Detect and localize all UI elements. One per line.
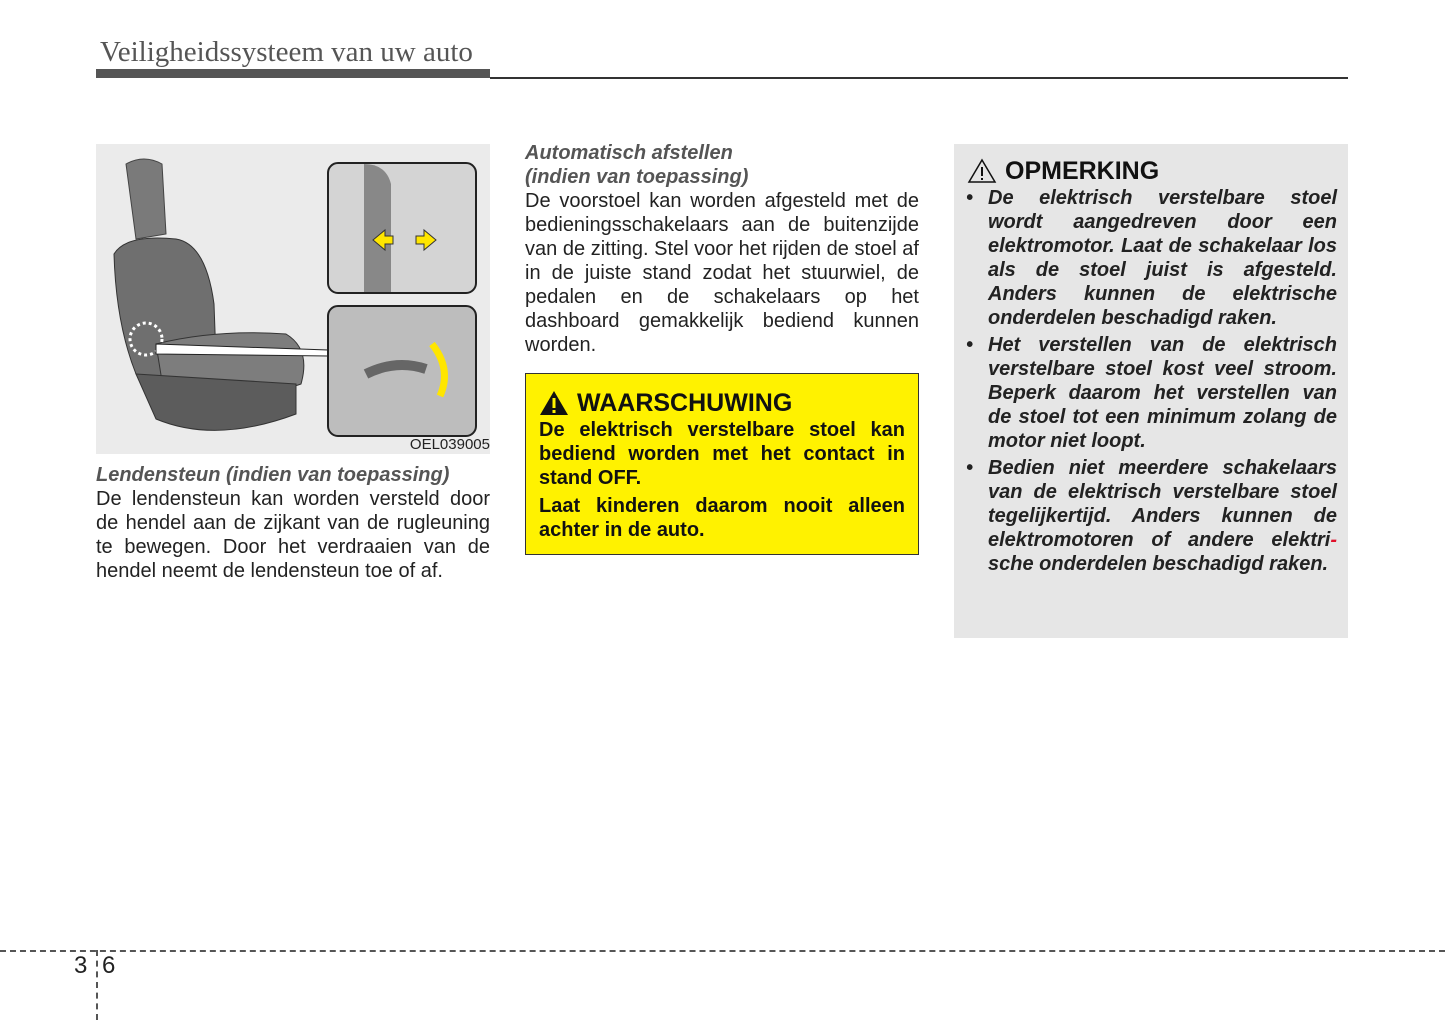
warning-triangle-icon: [539, 390, 569, 416]
page-header-title: Veiligheidssysteem van uw auto: [100, 36, 473, 68]
note-list: [954, 186, 1348, 576]
footer-divider: [0, 950, 1445, 952]
header-rule: [490, 77, 1348, 79]
auto-body: De voorstoel kan worden afgesteld met de bedieningsschakelaars aan de buitenzijde van de zitting. Stel voor het rijden de stoel af in de juiste stand zodat het stuurwiel, de pedalen en de schakelaars op het dashboard gemakkelijk bediend kunnen worden.: [525, 190, 919, 356]
warning-title: WAARSCHUWING: [577, 389, 793, 417]
footer-page-divider: [96, 950, 98, 1020]
caution-triangle-icon: [967, 158, 997, 184]
chapter-number: 3: [74, 952, 88, 979]
note-item: • Het verstellen van de elektrisch verstelbare stoel kost veel stroom. Beperk daarom het verstellen van de stoel tot een minimum zolang de motor niet loopt.: [966, 334, 1337, 452]
seat-lumbar-drawing: [96, 144, 490, 454]
page-number: 6: [102, 952, 116, 979]
auto-heading: Automatisch afstellen: [525, 142, 733, 164]
seat-illustration: [96, 144, 490, 454]
note-title: OPMERKING: [1005, 157, 1160, 185]
warning-box: [525, 373, 919, 555]
figure-code: OEL039005: [409, 436, 490, 453]
warning-text-2: Laat kinderen daarom nooit alleen achter in de auto.: [539, 495, 905, 541]
column-lumbar: [96, 144, 490, 583]
lumbar-body: De lendensteun kan worden versteld door de hendel aan de zijkant van de rugleuning te bewegen. Door het verdraaien van de hendel neemt de lendensteun toe of af.: [96, 488, 490, 582]
header-bar: [96, 69, 490, 78]
note-item: • Bedien niet meerdere schakelaars van de elektrisch verstelbare stoel tegelijkertijd. Anders kunnen de elektromotoren of andere elektri-sche onderdelen beschadigd raken.: [966, 457, 1337, 575]
note-item: • De elektrisch verstelbare stoel wordt aangedreven door een elektromotor. Laat de schakelaar los als de stoel juist is afgesteld. Anders kunnen de elektrische onderdelen beschadigd raken.: [966, 187, 1337, 329]
lumbar-heading: Lendensteun (indien van toepassing): [96, 464, 450, 486]
warning-text-1: De elektrisch verstelbare stoel kan bediend worden met het contact in stand OFF.: [539, 419, 905, 489]
auto-subheading: (indien van toepassing): [525, 166, 749, 188]
note-box: [954, 144, 1348, 638]
column-auto-adjust: [525, 141, 919, 555]
